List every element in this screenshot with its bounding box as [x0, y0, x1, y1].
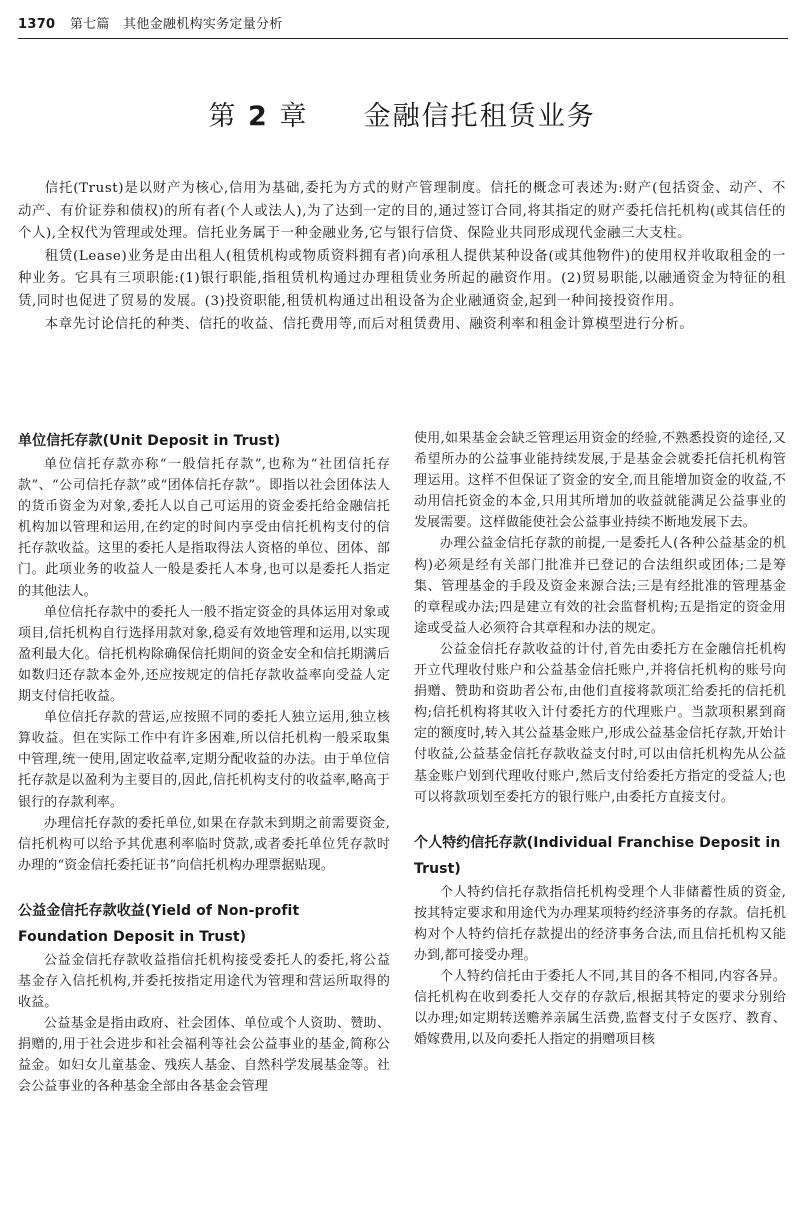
body-paragraph: 单位信托存款的营运,应按照不同的委托人独立运用,独立核算收益。但在实际工作中有许多困难,所以信托机构一般采取集中管理,统一使用,固定收益率,定期分配收益的办法。由于单位信托存款是以盈利为主要目的,因此,信托机构支付的收益率,略高于银行的存款利率。 — [18, 710, 390, 810]
chapter-suffix: 章 — [279, 101, 309, 132]
section-heading: 单位信托存款(Unit Deposit in Trust) — [18, 433, 281, 449]
intro-paragraph: 租赁(Lease)业务是由出租人(租赁机构或物质资料拥有者)向承租人提供某种设备(或其他物件)的使用权并收取租金的一种业务。它具有三项职能:(1)银行职能,指租赁机构通过办理租赁业务所起的融资作用。(2)贸易职能,以融通资金为特征的租赁,同时也促进了贸易的发展。(3)投资职能,租赁机构通过出租设备为企业融通资金,起到一种间接投资作用。 — [18, 248, 786, 309]
intro-paragraph: 信托(Trust)是以财产为核心,信用为基础,委托为方式的财产管理制度。信托的概念可表述为:财产(包括资金、动产、不动产、有价证券和债权)的所有者(个人或法人),为了达到一定的目的,通过签订合同,将其指定的财产委托信托机构(或其信任的个人),全权代为管理或处理。信托业务属于一种金融业务,它与银行信贷、保险业共同形成现代金融三大支柱。 — [18, 181, 786, 242]
body-paragraph: 单位信托存款亦称“一般信托存款”,也称为“社团信托存款”、“公司信托存款”或“团体信托存款”。即指以社会团体法人的货币资金为对象,委托人以自己可运用的资金委托给金融信托机构加以管理和运用,在约定的时间内享受由信托机构支付的信托存款收益。这里的委托人是指取得法人资格的单位、团体、部门。此项业务的收益人一般是委托人本身,也可以是委托人指定的其他法人。 — [18, 457, 390, 599]
right-column — [414, 428, 786, 1050]
chapter-name: 金融信托租赁业务 — [363, 101, 596, 132]
body-paragraph: 单位信托存款中的委托人一般不指定资金的具体运用对象或项目,信托机构自行选择用款对象,稳妥有效地管理和运用,以实现盈利最大化。信托机构除确保信托期间的资金安全和信托期满后如数归还存款本金外,还应按规定的信托存款收益率向受益人定期支付信托收益。 — [18, 604, 390, 705]
body-paragraph: 公益基金是指由政府、社会团体、单位或个人资助、赞助、捐赠的,用于社会进步和社会福利等社会公益事业的基金,简称公益金。如妇女儿童基金、残疾人基金、自然科学发展基金等。社会公益事业的各种基金全部由各基金会管理 — [18, 1016, 390, 1095]
chapter-number: 2 — [248, 101, 269, 132]
body-paragraph: 个人特约信托由于委托人不同,其目的各不相同,内容各异。信托机构在收到委托人交存的存款后,根据其特定的要求分别给以办理;如定期转送赡养亲属生活费,监督支付子女医疗、教育、婚嫁费用,以及向委托人指定的捐赠项目核 — [414, 969, 786, 1048]
section-heading: 公益金信托存款收益(Yield of Non-profit Foundation Deposit in Trust) — [18, 902, 300, 945]
section-heading: 个人特约信托存款(Individual Franchise Deposit in Trust) — [414, 834, 781, 877]
body-paragraph: 个人特约信托存款指信托机构受理个人非储蓄性质的资金,按其特定要求和用途代为办理某项特约经济事务的存款。信托机构对个人特约信托存款提出的经济事务合法,而且信托机构又能办到,都可接受办理。 — [414, 884, 786, 963]
part-title: 第七篇 其他金融机构实务定量分析 — [69, 17, 283, 32]
left-column — [18, 428, 390, 1098]
running-header — [18, 12, 788, 39]
chapter-title — [0, 94, 804, 133]
page-number: 1370 — [18, 17, 56, 32]
intro-paragraph: 本章先讨论信托的种类、信托的收益、信托费用等,而后对租赁费用、融资利率和租金计算模型进行分析。 — [44, 316, 694, 332]
body-paragraph: 公益金信托存款收益的计付,首先由委托方在金融信托机构开立代理收付账户和公益基金信托账户,并将信托机构的账号向捐赠、赞助和资助者公布,由他们直接将款项汇给委托的信托机构;信托机构将其收入计付委托方的代理账户。当款项积累到商定的额度时,转入其公益基金账户,形成公益基金信托存款,开始计付收益,公益基金信托存款收益支付时,可以由信托机构先从公益基金账户划到代理收付账户,然后支付给委托方指定的受益人;也可以将款项划至委托方的银行账户,由委托方直接支付。 — [414, 641, 786, 805]
body-paragraph: 公益金信托存款收益指信托机构接受委托人的委托,将公益基金存入信托机构,并委托按指定用途代为管理和营运所取得的收益。 — [18, 952, 390, 1011]
chapter-prefix: 第 — [208, 101, 238, 132]
chapter-introduction — [18, 178, 786, 336]
body-paragraph: 办理信托存款的委托单位,如果在存款未到期之前需要资金,信托机构可以给予其优惠利率临时贷款,或者委托单位凭存款时办理的“资金信托委托证书”向信托机构办理票据贴现。 — [18, 815, 390, 873]
continued-paragraph: 使用,如果基金会缺乏管理运用资金的经验,不熟悉投资的途径,又希望所办的公益事业能持续发展,于是基金会就委托信托机构管理运用。这样不但保证了资金的安全,而且能增加资金的收益,不动用信托资金的本金,只用其所增加的收益就能满足公益事业的发展需要。这样做能使社会公益事业持续不断地发展下去。 — [414, 431, 786, 531]
body-paragraph: 办理公益金信托存款的前提,一是委托人(各种公益基金的机构)必须是经有关部门批准并已登记的合法组织或团体;二是筹集、管理基金的手段及资金来源合法;三是有经批准的管理基金的章程或办法;四是建立有效的社会监督机构;五是指定的资金用途或受益人必须符合其章程和办法的规定。 — [414, 536, 786, 636]
